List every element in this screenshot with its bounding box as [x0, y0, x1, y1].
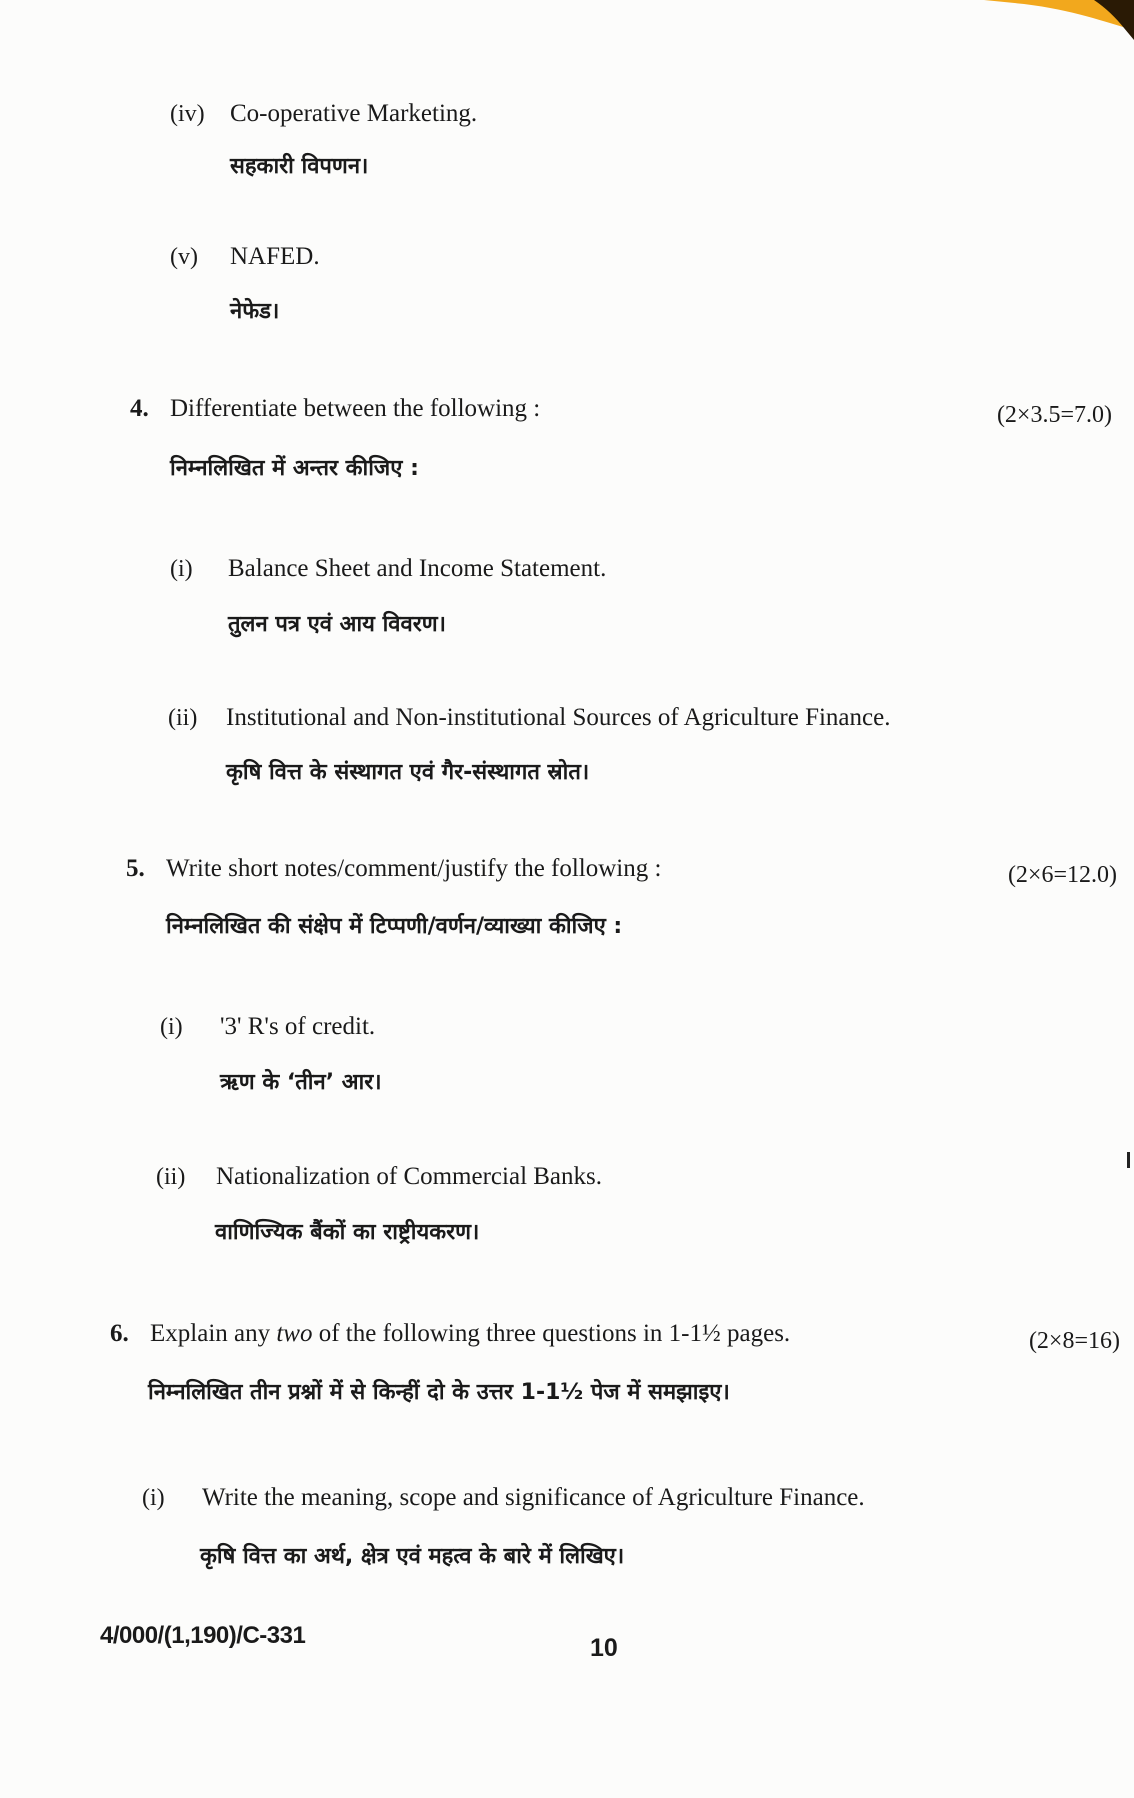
- page-number: 10: [590, 1634, 618, 1662]
- question-5-number: 5.: [126, 855, 145, 882]
- q4-part-ii-label: (ii): [168, 705, 198, 731]
- item-iv-text: Co-operative Marketing.: [230, 100, 478, 127]
- q4-part-ii-text: Institutional and Non-institutional Sources of Agriculture Finance.: [226, 704, 891, 731]
- q6-part-i-text: Write the meaning, scope and significance of Agriculture Finance.: [202, 1484, 865, 1511]
- question-6-text-post: of the following three questions in 1-1½ pages.: [312, 1320, 791, 1347]
- q4-part-ii-hindi: कृषि वित्त के संस्थागत एवं गैर-संस्थागत स्रोत।: [226, 760, 590, 785]
- corner-tab-decoration: [984, 0, 1134, 42]
- q5-part-i-label: (i): [160, 1014, 183, 1040]
- q5-part-ii-label: (ii): [156, 1164, 186, 1190]
- edge-mark: [1127, 1152, 1130, 1168]
- q5-part-i-hindi: ऋण के ‘तीन’ आर।: [220, 1070, 382, 1095]
- question-6: [110, 1320, 791, 1348]
- q4-part-i-text: Balance Sheet and Income Statement.: [228, 555, 607, 582]
- question-5: [126, 855, 662, 883]
- q4-part-i: [170, 555, 607, 583]
- item-v-text: NAFED.: [230, 243, 320, 270]
- question-6-text-pre: Explain any: [150, 1320, 277, 1347]
- question-6-number: 6.: [110, 1320, 129, 1347]
- item-iv-hindi: सहकारी विपणन।: [230, 154, 369, 179]
- q4-part-ii: [168, 704, 891, 732]
- item-v-hindi: नेफेड।: [230, 299, 280, 324]
- question-6-emphasis: two: [276, 1320, 313, 1347]
- question-4-hindi: निम्नलिखित में अन्तर कीजिए :: [170, 456, 419, 481]
- q6-part-i-label: (i): [142, 1485, 165, 1511]
- item-v-label: (v): [170, 244, 198, 270]
- q5-part-ii: [156, 1163, 603, 1191]
- question-4-number: 4.: [130, 395, 149, 422]
- q6-part-i-hindi: कृषि वित्त का अर्थ, क्षेत्र एवं महत्व के बारे में लिखिए।: [200, 1544, 625, 1569]
- question-4: [130, 395, 541, 423]
- q5-part-ii-text: Nationalization of Commercial Banks.: [216, 1163, 603, 1190]
- item-iv-english: [170, 100, 478, 128]
- item-iv-label: (iv): [170, 101, 205, 127]
- question-5-text: Write short notes/comment/justify the following :: [166, 855, 662, 882]
- question-5-hindi: निम्नलिखित की संक्षेप में टिप्पणी/वर्णन/व्याख्या कीजिए :: [166, 914, 623, 939]
- item-v-english: [170, 243, 320, 271]
- question-6-text: [150, 1320, 790, 1348]
- paper-code: 4/000/(1,190)/C-331: [100, 1622, 306, 1649]
- question-4-text: Differentiate between the following :: [170, 395, 541, 422]
- question-4-marks: (2×3.5=7.0): [996, 402, 1112, 428]
- question-5-marks: (2×6=12.0): [1007, 862, 1117, 888]
- q6-part-i: [142, 1484, 865, 1512]
- q5-part-ii-hindi: वाणिज्यिक बैंकों का राष्ट्रीयकरण।: [215, 1220, 480, 1245]
- q5-part-i-text: '3' R's of credit.: [220, 1013, 376, 1040]
- q5-part-i: [160, 1013, 376, 1041]
- q4-part-i-label: (i): [170, 556, 193, 582]
- q4-part-i-hindi: तुलन पत्र एवं आय विवरण।: [228, 612, 446, 637]
- question-6-marks: (2×8=16): [1028, 1328, 1120, 1354]
- question-6-hindi: निम्नलिखित तीन प्रश्नों में से किन्हीं दो के उत्तर 1-1½ पेज में समझाइए।: [148, 1380, 730, 1405]
